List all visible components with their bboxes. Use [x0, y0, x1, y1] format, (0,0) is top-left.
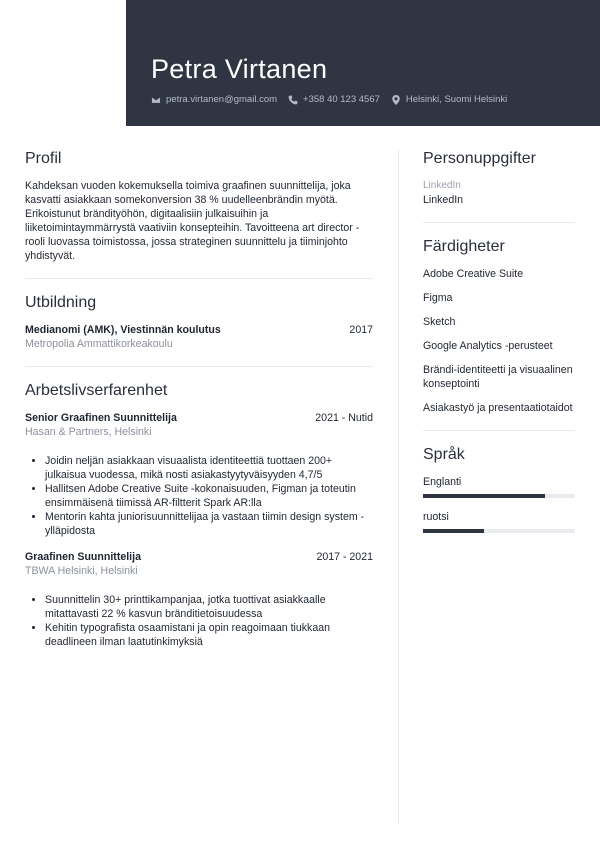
contact-email[interactable]	[151, 94, 277, 105]
job-bullet: • Joidin neljän asiakkaan visuaalista identiteettiä tuottaen 200+ julkaisua vuodessa, mikä nosti asiakastyytyväisyyden 4,7/5	[45, 454, 373, 482]
job-bullet: • Kehitin typografista osaamistani ja opin reagoimaan tiukkaan deadlineen ilman laatutinkimyksiä	[45, 621, 373, 649]
personal-title: Personuppgifter	[423, 150, 536, 167]
language-level-bar	[423, 494, 575, 498]
contact-phone[interactable]	[288, 94, 380, 105]
skill-item: Figma	[423, 292, 453, 304]
skill-item: Sketch	[423, 316, 456, 328]
job-role: Graafinen Suunnittelija	[25, 551, 141, 563]
envelope-icon	[151, 95, 161, 105]
education-title: Utbildning	[25, 294, 97, 311]
job-entry	[25, 550, 373, 649]
column-divider	[398, 150, 399, 824]
job-company: Hasan & Partners, Helsinki	[25, 426, 152, 438]
profile-title: Profil	[25, 150, 62, 167]
education-section	[25, 294, 373, 351]
main-column	[25, 150, 373, 661]
side-column	[423, 150, 575, 545]
degree-name: Medianomi (AMK), Viestinnän koulutus	[25, 324, 221, 336]
profile-text: Kahdeksan vuoden kokemuksella toimiva graafinen suunnittelija, joka kasvatti asiakkaan somekonversion 38 % uudelleenbrändin myötä. Erikoistunut brändityöhön, digitaalisiin julkaisuihin ja liiketoimintaymmärrystä vaativiin konsepteihin. Tavoitteena art director -rooli luovassa toimistossa, jossa strateginen suunnittelu ja tiiminjohto yhdistyvät.	[25, 180, 360, 262]
section-divider	[25, 366, 373, 367]
skill-item: Adobe Creative Suite	[423, 268, 524, 280]
job-entry	[25, 411, 373, 538]
section-divider	[423, 222, 575, 223]
job-bullets	[25, 454, 373, 538]
language-level-fill	[423, 529, 484, 533]
header-banner	[126, 0, 600, 126]
language-name: Englanti	[423, 476, 462, 488]
job-head	[25, 550, 373, 564]
phone-icon	[288, 95, 298, 105]
language-level-bar	[423, 529, 575, 533]
job-dates: 2021 - Nutid	[315, 412, 373, 424]
education-year: 2017	[349, 324, 373, 336]
skills-title: Färdigheter	[423, 238, 505, 255]
skill-item: Google Analytics -perusteet	[423, 340, 553, 352]
skill-item: Brändi-identiteetti ja visuaalinen konseptointi	[423, 364, 573, 390]
language-item	[423, 510, 575, 533]
job-bullet: • Hallitsen Adobe Creative Suite -kokonaisuuden, Figman ja toteutin ensimmäisenä tiimissä AR-filtterit Spark AR:lla	[45, 482, 373, 510]
language-name: ruotsi	[423, 511, 449, 523]
profile-section	[25, 150, 373, 263]
job-company: TBWA Helsinki, Helsinki	[25, 565, 138, 577]
job-bullet: • Mentorin kahta juniorisuunnittelijaa ja vastaan tiimin design system -ylläpidosta	[45, 510, 373, 538]
language-level-fill	[423, 494, 545, 498]
section-divider	[25, 278, 373, 279]
contact-location[interactable]	[391, 94, 507, 105]
job-bullets	[25, 593, 373, 649]
linkedin-value[interactable]: LinkedIn	[423, 194, 464, 206]
email-text: petra.virtanen@gmail.com	[166, 94, 278, 105]
phone-text: +358 40 123 4567	[303, 94, 380, 105]
location-text: Helsinki, Suomi Helsinki	[405, 94, 508, 105]
linkedin-label: LinkedIn	[423, 180, 461, 191]
map-pin-icon	[391, 95, 401, 105]
skills-section	[423, 238, 575, 415]
job-role: Senior Graafinen Suunnittelija	[25, 412, 177, 424]
candidate-name: Petra Virtanen	[151, 54, 328, 84]
language-item	[423, 475, 575, 498]
experience-title: Arbetslivserfarenhet	[25, 382, 168, 399]
languages-title: Språk	[423, 446, 465, 463]
contact-row	[151, 94, 518, 105]
school-name: Metropolia Ammattikorkeakoulu	[25, 338, 173, 350]
job-bullet: • Suunnittelin 30+ printtikampanjaa, jotka tuottivat asiakkaalle mitattavasti 22 % kasvun bränditietoisuudessa	[45, 593, 373, 621]
education-entry-head	[25, 323, 373, 337]
job-head	[25, 411, 373, 425]
experience-section	[25, 382, 373, 649]
languages-section	[423, 446, 575, 533]
job-dates: 2017 - 2021	[316, 551, 373, 563]
personal-section	[423, 150, 575, 207]
skill-item: Asiakastyö ja presentaatiotaidot	[423, 402, 573, 414]
section-divider	[423, 430, 575, 431]
